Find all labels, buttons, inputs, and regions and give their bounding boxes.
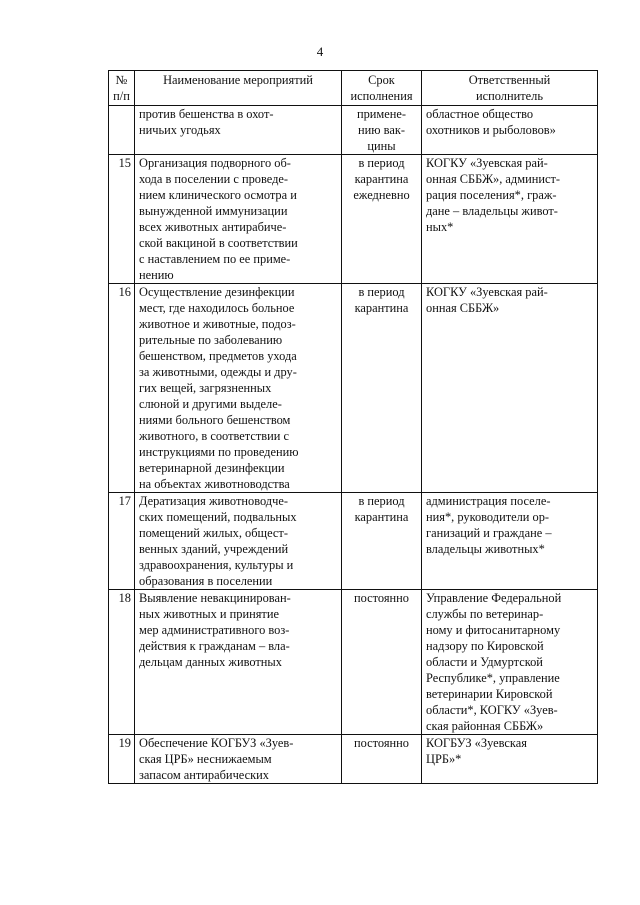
row-term: примене- нию вак- цины	[342, 106, 422, 155]
row-num: 15	[109, 155, 135, 284]
table-row	[109, 493, 598, 590]
header-term: Срок исполнения	[342, 71, 422, 106]
row-term: постоянно	[342, 590, 422, 735]
table-row	[109, 590, 598, 735]
row-responsible: КОГКУ «Зуевская рай- онная СББЖ»	[422, 284, 598, 493]
row-name: против бешенства в охот- ничьих угодьях	[135, 106, 342, 155]
row-name: Организация подворного об- хода в поселении с проведе- нием клинического осмотра и вынужденной иммунизации всех животных антирабиче- ской вакциной в соответствии с наставлением по ее приме- нению	[135, 155, 342, 284]
page-number: 4	[316, 44, 324, 59]
row-responsible: Управление Федеральной службы по ветеринар- ному и фитосанитарному надзору по Кировской области и Удмуртской Республике*, управление ветеринарии Кировской области*, КОГКУ «Зуев- ская районная СББЖ»	[422, 590, 598, 735]
header-responsible: Ответственный исполнитель	[422, 71, 598, 106]
row-term: постоянно	[342, 735, 422, 784]
row-responsible: КОГКУ «Зуевская рай- онная СББЖ», админист- рация поселения*, граж- дане – владельцы живот- ных*	[422, 155, 598, 284]
row-responsible: КОГБУЗ «Зуевская ЦРБ»*	[422, 735, 598, 784]
row-responsible: администрация поселе- ния*, руководители ор- ганизаций и граждане – владельцы животных*	[422, 493, 598, 590]
row-name: Дератизация животноводче- ских помещений, подвальных помещений жилых, общест- венных зданий, учреждений здравоохранения, культуры и образования в поселении	[135, 493, 342, 590]
row-num	[109, 106, 135, 155]
row-num: 19	[109, 735, 135, 784]
header-name: Наименование мероприятий	[135, 71, 342, 106]
row-name: Обеспечение КОГБУЗ «Зуев- ская ЦРБ» неснижаемым запасом антирабических	[135, 735, 342, 784]
table-row	[109, 284, 598, 493]
row-name: Выявление невакцинирован- ных животных и принятие мер административного воз- действия к гражданам – вла- дельцам данных животных	[135, 590, 342, 735]
table-header-row	[109, 71, 598, 106]
row-num: 16	[109, 284, 135, 493]
row-responsible: областное общество охотников и рыболовов»	[422, 106, 598, 155]
table-row	[109, 106, 598, 155]
row-term: в период карантина	[342, 284, 422, 493]
row-term: в период карантина	[342, 493, 422, 590]
row-num: 18	[109, 590, 135, 735]
table-row	[109, 155, 598, 284]
row-name: Осуществление дезинфекции мест, где находилось больное животное и животные, подоз- рительные по заболеванию бешенством, предметов ухода за животными, одежды и дру- гих вещей, загрязненных слюной и другими выделе- ниями больного бешенством животного, в соответствии с инструкциями по проведению ветеринарной дезинфекции на объектах животноводства	[135, 284, 342, 493]
row-term: в период карантина ежедневно	[342, 155, 422, 284]
table-row	[109, 735, 598, 784]
measures-table	[108, 70, 598, 784]
row-num: 17	[109, 493, 135, 590]
header-num: № п/п	[109, 71, 135, 106]
